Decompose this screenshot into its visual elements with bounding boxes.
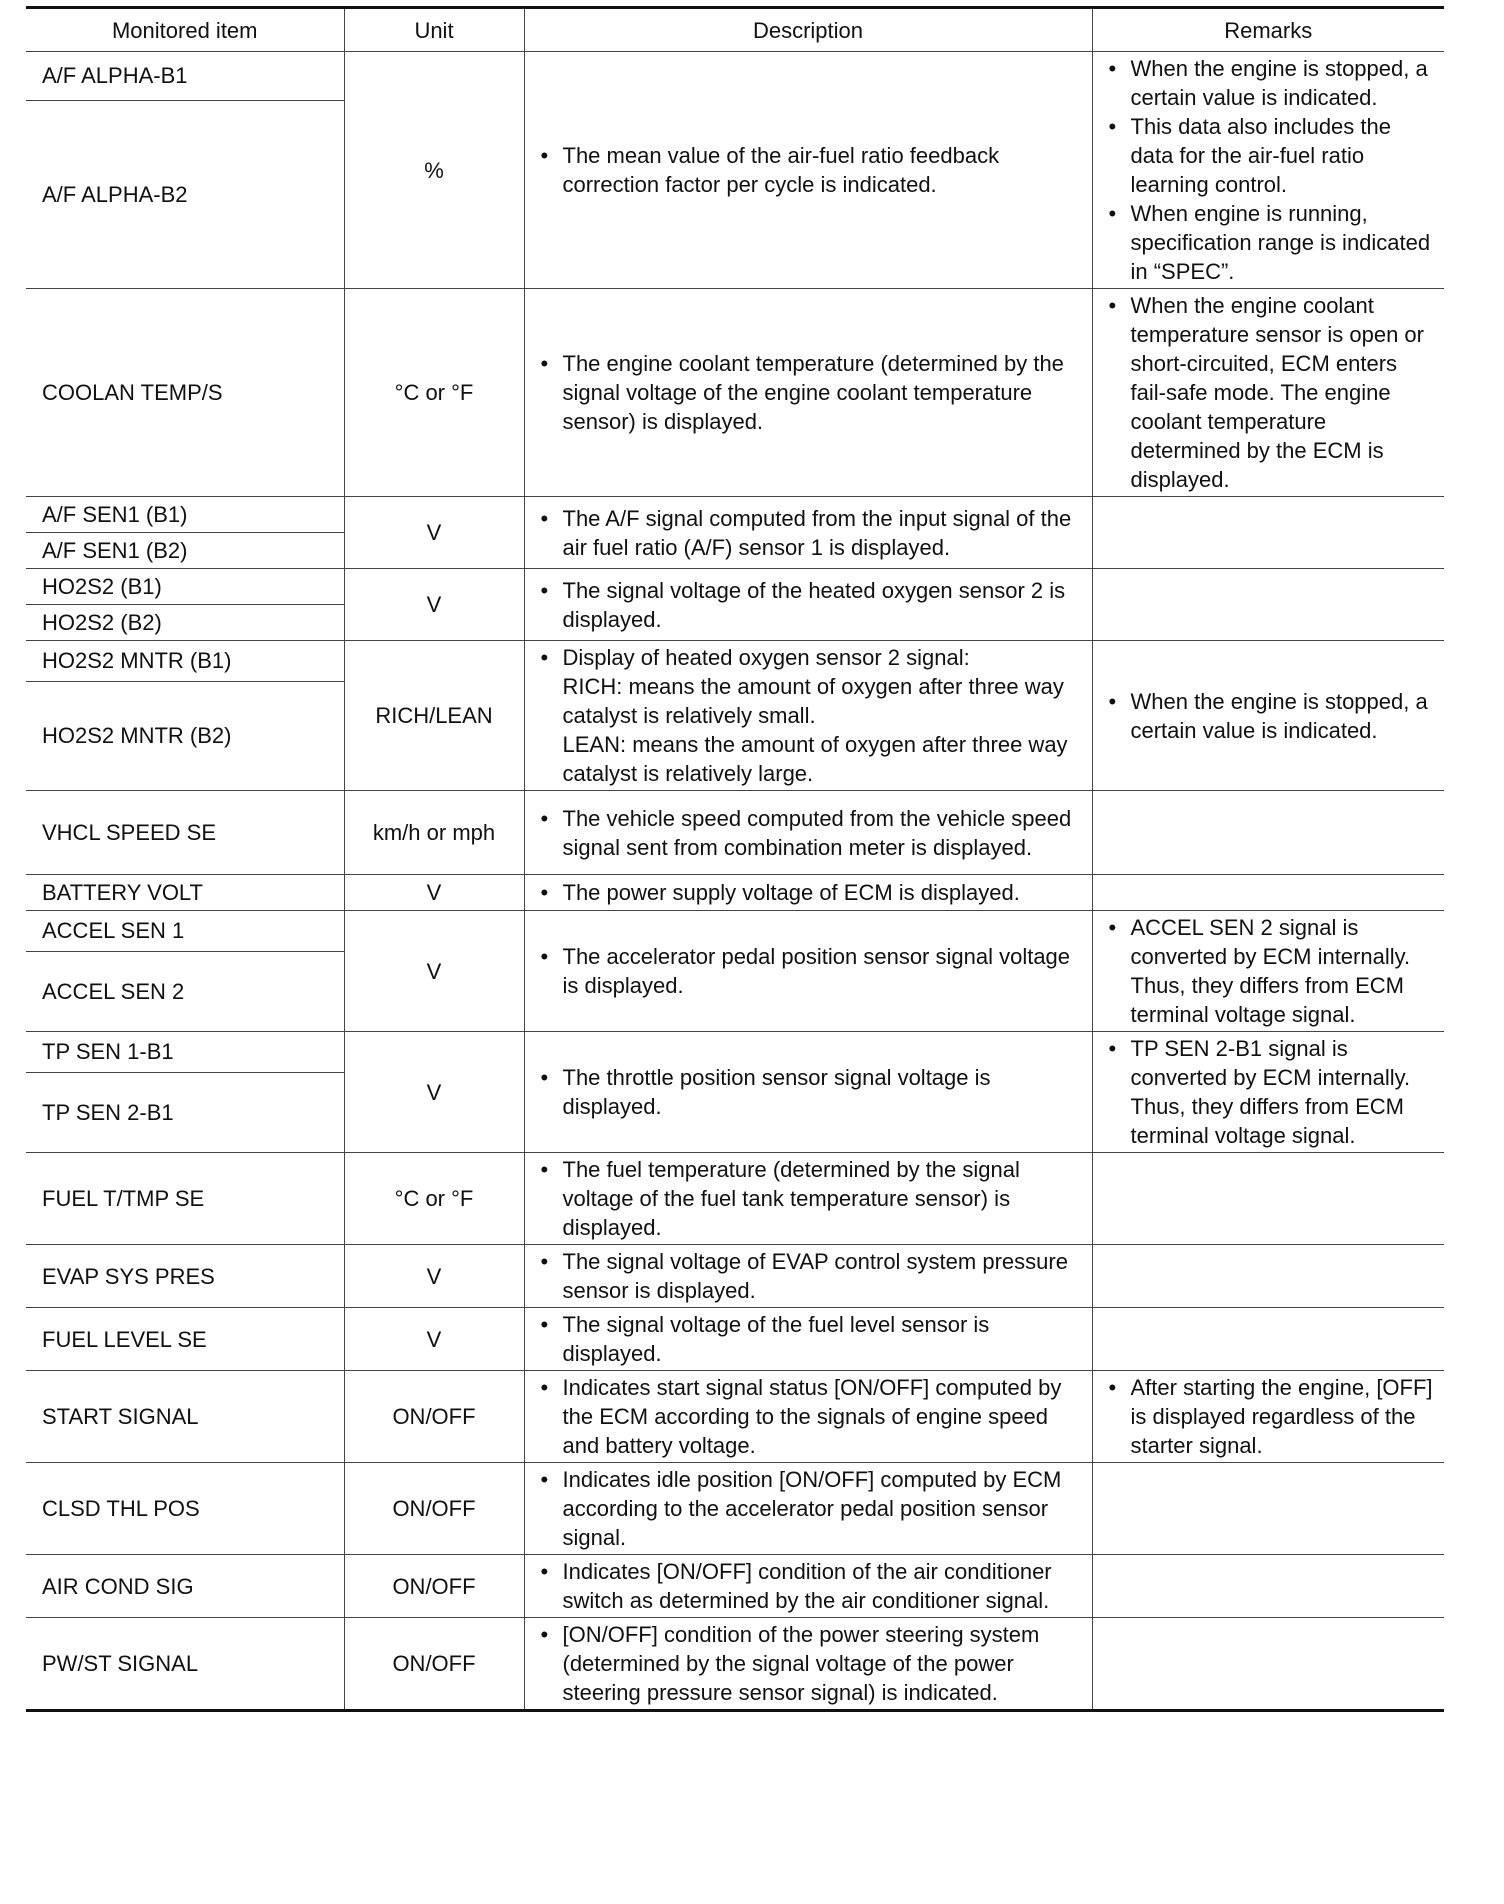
remarks-bullet: • When the engine coolant temperature sensor is open or short-circuited, ECM enters fail-safe mode. The engine coolant temperature determined by the ECM is displayed. <box>1103 291 1437 494</box>
table-row <box>26 289 1444 497</box>
unit-cell: V <box>344 569 524 641</box>
unit-cell: ON/OFF <box>344 1618 524 1711</box>
remarks-list <box>1103 687 1437 745</box>
table-row <box>26 1245 1444 1308</box>
unit-cell: % <box>344 52 524 289</box>
description-cell <box>524 289 1092 497</box>
header-monitored-item: Monitored item <box>26 8 344 52</box>
table-row <box>26 1032 1444 1073</box>
monitored-item: BATTERY VOLT <box>26 875 344 911</box>
remarks-cell <box>1092 791 1444 875</box>
table-row <box>26 1153 1444 1245</box>
description-line: RICH: means the amount of oxygen after three way catalyst is relatively small. <box>562 674 1064 728</box>
monitored-item: FUEL LEVEL SE <box>26 1308 344 1371</box>
table-row <box>26 791 1444 875</box>
remarks-list <box>1103 1034 1437 1150</box>
monitored-item: HO2S2 (B1) <box>26 569 344 605</box>
monitored-item: TP SEN 1-B1 <box>26 1032 344 1073</box>
table-row <box>26 52 1444 101</box>
description-cell <box>524 1308 1092 1371</box>
unit-cell: ON/OFF <box>344 1555 524 1618</box>
description-bullet: • The throttle position sensor signal voltage is displayed. <box>535 1063 1084 1121</box>
description-bullet: • The signal voltage of EVAP control system pressure sensor is displayed. <box>535 1247 1084 1305</box>
table-row <box>26 497 1444 533</box>
monitored-item: A/F ALPHA-B1 <box>26 52 344 101</box>
description-list <box>535 1557 1084 1615</box>
description-cell <box>524 497 1092 569</box>
table-row <box>26 1308 1444 1371</box>
remarks-bullet: • ACCEL SEN 2 signal is converted by ECM internally. Thus, they differs from ECM terminal voltage signal. <box>1103 913 1437 1029</box>
remarks-bullet: • TP SEN 2-B1 signal is converted by ECM internally. Thus, they differs from ECM terminal voltage signal. <box>1103 1034 1437 1150</box>
table-row <box>26 1555 1444 1618</box>
monitored-item: FUEL T/TMP SE <box>26 1153 344 1245</box>
description-list <box>535 1247 1084 1305</box>
remarks-bullet: • When the engine is stopped, a certain value is indicated. <box>1103 687 1437 745</box>
description-list <box>535 878 1084 907</box>
description-list <box>535 1465 1084 1552</box>
remarks-cell <box>1092 1618 1444 1711</box>
table-row <box>26 641 1444 682</box>
remarks-cell <box>1092 1371 1444 1463</box>
monitored-item: ACCEL SEN 2 <box>26 951 344 1031</box>
monitored-item: AIR COND SIG <box>26 1555 344 1618</box>
description-bullet: • The signal voltage of the heated oxygen sensor 2 is displayed. <box>535 576 1084 634</box>
remarks-cell <box>1092 497 1444 569</box>
unit-cell: °C or °F <box>344 289 524 497</box>
description-cell <box>524 1618 1092 1711</box>
unit-cell: RICH/LEAN <box>344 641 524 791</box>
remarks-cell <box>1092 569 1444 641</box>
remarks-bullet: • After starting the engine, [OFF] is displayed regardless of the starter signal. <box>1103 1373 1437 1460</box>
description-bullet: • Indicates [ON/OFF] condition of the air conditioner switch as determined by the air conditioner signal. <box>535 1557 1084 1615</box>
remarks-cell <box>1092 52 1444 289</box>
header-description: Description <box>524 8 1092 52</box>
description-cell <box>524 569 1092 641</box>
unit-cell: °C or °F <box>344 1153 524 1245</box>
remarks-bullet: • This data also includes the data for the air-fuel ratio learning control. <box>1103 112 1437 199</box>
monitored-item: A/F SEN1 (B2) <box>26 533 344 569</box>
description-bullet: • The signal voltage of the fuel level sensor is displayed. <box>535 1310 1084 1368</box>
monitored-item: VHCL SPEED SE <box>26 791 344 875</box>
description-cell <box>524 875 1092 911</box>
description-bullet: • [ON/OFF] condition of the power steering system (determined by the signal voltage of the power steering pressure sensor signal) is indicated. <box>535 1620 1084 1707</box>
unit-cell: V <box>344 497 524 569</box>
remarks-cell <box>1092 289 1444 497</box>
description-bullet: • The A/F signal computed from the input signal of the air fuel ratio (A/F) sensor 1 is displayed. <box>535 504 1084 562</box>
description-cell <box>524 1463 1092 1555</box>
description-bullet <box>535 643 1084 788</box>
unit-cell: V <box>344 1308 524 1371</box>
header-unit: Unit <box>344 8 524 52</box>
table-row <box>26 1618 1444 1711</box>
description-bullet: • The power supply voltage of ECM is displayed. <box>535 878 1084 907</box>
description-bullet: • The mean value of the air-fuel ratio feedback correction factor per cycle is indicated. <box>535 141 1084 199</box>
table-row <box>26 569 1444 605</box>
description-cell <box>524 791 1092 875</box>
monitored-item: START SIGNAL <box>26 1371 344 1463</box>
remarks-cell <box>1092 875 1444 911</box>
remarks-cell <box>1092 1463 1444 1555</box>
description-cell <box>524 1555 1092 1618</box>
unit-cell: V <box>344 1032 524 1153</box>
description-line: LEAN: means the amount of oxygen after three way catalyst is relatively large. <box>562 732 1068 786</box>
header-row <box>26 8 1444 52</box>
description-bullet: • Indicates start signal status [ON/OFF] computed by the ECM according to the signals of engine speed and battery voltage. <box>535 1373 1084 1460</box>
monitored-item: A/F ALPHA-B2 <box>26 100 344 288</box>
description-list <box>535 504 1084 562</box>
unit-cell: ON/OFF <box>344 1371 524 1463</box>
monitored-item: PW/ST SIGNAL <box>26 1618 344 1711</box>
unit-cell: V <box>344 1245 524 1308</box>
description-bullet: • The engine coolant temperature (determined by the signal voltage of the engine coolant temperature sensor) is displayed. <box>535 349 1084 436</box>
description-list <box>535 1063 1084 1121</box>
description-cell <box>524 1153 1092 1245</box>
remarks-cell <box>1092 1032 1444 1153</box>
description-cell <box>524 1245 1092 1308</box>
remarks-cell <box>1092 1555 1444 1618</box>
unit-cell: ON/OFF <box>344 1463 524 1555</box>
monitored-item: HO2S2 MNTR (B2) <box>26 681 344 790</box>
remarks-cell <box>1092 1153 1444 1245</box>
monitored-item: HO2S2 (B2) <box>26 605 344 641</box>
description-list <box>535 1310 1084 1368</box>
monitored-item: EVAP SYS PRES <box>26 1245 344 1308</box>
description-list <box>535 576 1084 634</box>
monitored-item: ACCEL SEN 1 <box>26 911 344 952</box>
remarks-bullet: • When the engine is stopped, a certain value is indicated. <box>1103 54 1437 112</box>
remarks-cell <box>1092 1245 1444 1308</box>
remarks-bullet: • When engine is running, specification range is indicated in “SPEC”. <box>1103 199 1437 286</box>
description-cell <box>524 641 1092 791</box>
table-row <box>26 911 1444 952</box>
remarks-cell <box>1092 1308 1444 1371</box>
unit-cell: V <box>344 875 524 911</box>
remarks-list <box>1103 291 1437 494</box>
description-cell <box>524 911 1092 1032</box>
description-cell <box>524 52 1092 289</box>
monitored-item: TP SEN 2-B1 <box>26 1072 344 1152</box>
description-list <box>535 141 1084 199</box>
monitored-item: COOLAN TEMP/S <box>26 289 344 497</box>
description-line: • Display of heated oxygen sensor 2 signal: <box>562 645 970 670</box>
description-list <box>535 643 1084 788</box>
data-monitor-table <box>26 6 1444 1712</box>
table-row <box>26 1371 1444 1463</box>
description-list <box>535 804 1084 862</box>
monitored-item: CLSD THL POS <box>26 1463 344 1555</box>
description-bullet: • The vehicle speed computed from the vehicle speed signal sent from combination meter is displayed. <box>535 804 1084 862</box>
description-bullet: • The fuel temperature (determined by the signal voltage of the fuel tank temperature sensor) is displayed. <box>535 1155 1084 1242</box>
description-cell <box>524 1032 1092 1153</box>
remarks-cell <box>1092 641 1444 791</box>
description-cell <box>524 1371 1092 1463</box>
table-row <box>26 1463 1444 1555</box>
description-list <box>535 1155 1084 1242</box>
description-list <box>535 942 1084 1000</box>
monitored-item: HO2S2 MNTR (B1) <box>26 641 344 682</box>
description-bullet: • The accelerator pedal position sensor signal voltage is displayed. <box>535 942 1084 1000</box>
remarks-cell <box>1092 911 1444 1032</box>
description-list <box>535 349 1084 436</box>
remarks-list <box>1103 54 1437 286</box>
description-list <box>535 1620 1084 1707</box>
table-body <box>26 52 1444 1711</box>
remarks-list <box>1103 913 1437 1029</box>
description-bullet: • Indicates idle position [ON/OFF] computed by ECM according to the accelerator pedal position sensor signal. <box>535 1465 1084 1552</box>
remarks-list <box>1103 1373 1437 1460</box>
monitored-item: A/F SEN1 (B1) <box>26 497 344 533</box>
table-row <box>26 875 1444 911</box>
data-monitor-table-page <box>26 6 1444 1712</box>
unit-cell: V <box>344 911 524 1032</box>
header-remarks: Remarks <box>1092 8 1444 52</box>
description-list <box>535 1373 1084 1460</box>
unit-cell: km/h or mph <box>344 791 524 875</box>
